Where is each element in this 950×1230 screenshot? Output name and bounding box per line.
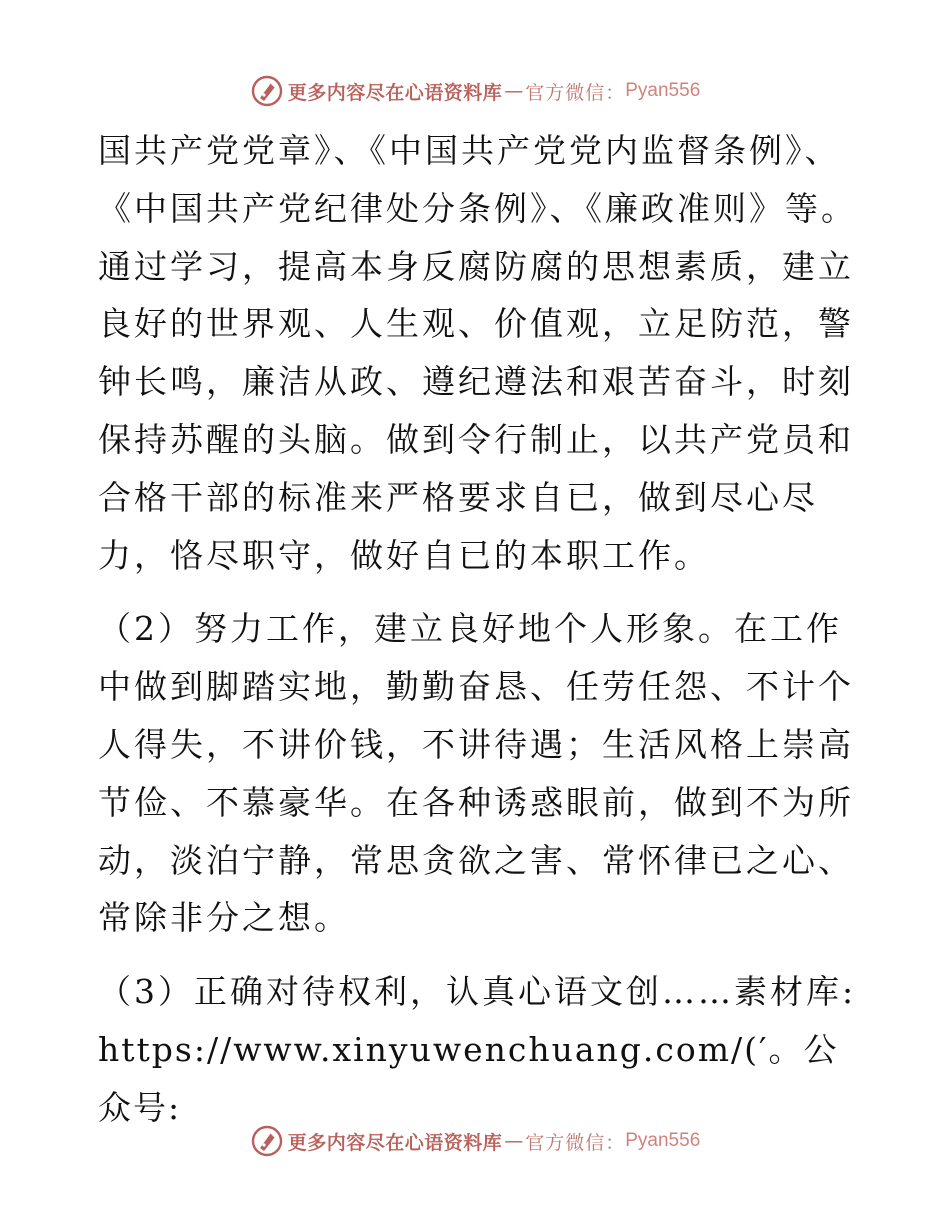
paragraph-3-text: （3）正确对待权利，认真心语文创……素材库:: [98, 972, 857, 1012]
pen-nib-circle-icon: [250, 74, 284, 108]
footer-resource-text: 更多内容尽在心语资料库: [287, 1131, 503, 1154]
banner-resource-text: 更多内容尽在心语资料库: [287, 81, 503, 104]
banner-dash: —: [504, 80, 524, 102]
paragraph-3: [98, 963, 858, 1136]
header-banner: [0, 71, 950, 111]
footer-wechat-id: Pyan556: [625, 1130, 701, 1151]
footer-banner: [0, 1121, 950, 1161]
document-body: [98, 122, 858, 1137]
footer-dash: —: [504, 1130, 524, 1152]
pen-nib-circle-icon: [250, 1124, 284, 1158]
paragraph-2: （2）努力工作，建立良好地个人形象。在工作中做到脚踏实地，勤勤奋恳、任劳任怨、不计个人得失，不讲价钱，不讲待遇；生活风格上崇高节俭、不慕豪华。在各种诱惑眼前，做到不为所动，淡泊宁静，常思贪欲之害、常怀律已之心、常除非分之想。: [98, 609, 854, 938]
paragraph-1: 国共产党党章》、《中国共产党党内监督条例》、《中国共产党纪律处分条例》、《廉政准则》等。通过学习，提高本身反腐防腐的思想素质，建立良好的世界观、人生观、价值观，立足防范，警钟长鸣，廉洁从政、遵纪遵法和艰苦奋斗，时刻保持苏醒的头脑。做到令行制止，以共产党员和合格干部的标准来严格要求自已，做到尽心尽力，恪尽职守，做好自已的本职工作。: [98, 131, 857, 575]
footer-wechat-label: 官方微信：: [525, 1131, 626, 1154]
banner-wechat-id: Pyan556: [625, 80, 701, 101]
banner-wechat-label: 官方微信：: [525, 81, 626, 104]
source-url-line: https://www.xinyuwenchuang.com/(′。公众号:: [98, 1029, 839, 1127]
